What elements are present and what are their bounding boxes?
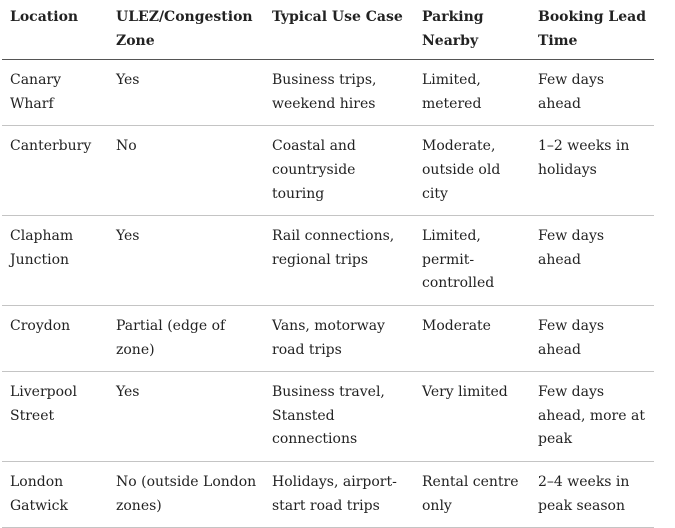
cell-use-case: Vans, motorway road trips bbox=[264, 305, 414, 371]
cell-parking: Limited, permit-controlled bbox=[414, 216, 530, 306]
header-row bbox=[2, 0, 654, 60]
cell-ulez-zone: Partial (edge of zone) bbox=[108, 305, 264, 371]
cell-lead-time: 2–4 weeks in peak season bbox=[530, 461, 654, 527]
cell-parking: Moderate bbox=[414, 305, 530, 371]
cell-location: Liverpool Street bbox=[2, 372, 108, 462]
header-parking-nearby: Parking Nearby bbox=[414, 0, 530, 60]
car-rental-locations-table bbox=[2, 0, 654, 528]
table-row bbox=[2, 305, 654, 371]
cell-ulez-zone: Yes bbox=[108, 372, 264, 462]
cell-lead-time: Few days ahead, more at peak bbox=[530, 372, 654, 462]
table-body bbox=[2, 60, 654, 528]
cell-location: Clapham Junction bbox=[2, 216, 108, 306]
table-row bbox=[2, 461, 654, 527]
cell-location: Canary Wharf bbox=[2, 60, 108, 126]
cell-use-case: Holidays, airport-start road trips bbox=[264, 461, 414, 527]
cell-lead-time: Few days ahead bbox=[530, 216, 654, 306]
cell-use-case: Business travel, Stansted connections bbox=[264, 372, 414, 462]
header-location: Location bbox=[2, 0, 108, 60]
header-typical-use-case: Typical Use Case bbox=[264, 0, 414, 60]
cell-parking: Moderate, outside old city bbox=[414, 126, 530, 216]
cell-lead-time: Few days ahead bbox=[530, 305, 654, 371]
header-booking-lead-time: Booking Lead Time bbox=[530, 0, 654, 60]
cell-use-case: Rail connections, regional trips bbox=[264, 216, 414, 306]
cell-use-case: Coastal and countryside touring bbox=[264, 126, 414, 216]
table-row bbox=[2, 60, 654, 126]
header-ulez-zone: ULEZ/Congestion Zone bbox=[108, 0, 264, 60]
cell-use-case: Business trips, weekend hires bbox=[264, 60, 414, 126]
cell-ulez-zone: No (outside London zones) bbox=[108, 461, 264, 527]
cell-ulez-zone: Yes bbox=[108, 216, 264, 306]
cell-location: Croydon bbox=[2, 305, 108, 371]
cell-parking: Rental centre only bbox=[414, 461, 530, 527]
cell-ulez-zone: Yes bbox=[108, 60, 264, 126]
cell-ulez-zone: No bbox=[108, 126, 264, 216]
table-row bbox=[2, 126, 654, 216]
table-header bbox=[2, 0, 654, 60]
cell-parking: Very limited bbox=[414, 372, 530, 462]
cell-lead-time: Few days ahead bbox=[530, 60, 654, 126]
table-row bbox=[2, 372, 654, 462]
cell-parking: Limited, metered bbox=[414, 60, 530, 126]
cell-location: London Gatwick bbox=[2, 461, 108, 527]
table-row bbox=[2, 216, 654, 306]
cell-lead-time: 1–2 weeks in holidays bbox=[530, 126, 654, 216]
cell-location: Canterbury bbox=[2, 126, 108, 216]
